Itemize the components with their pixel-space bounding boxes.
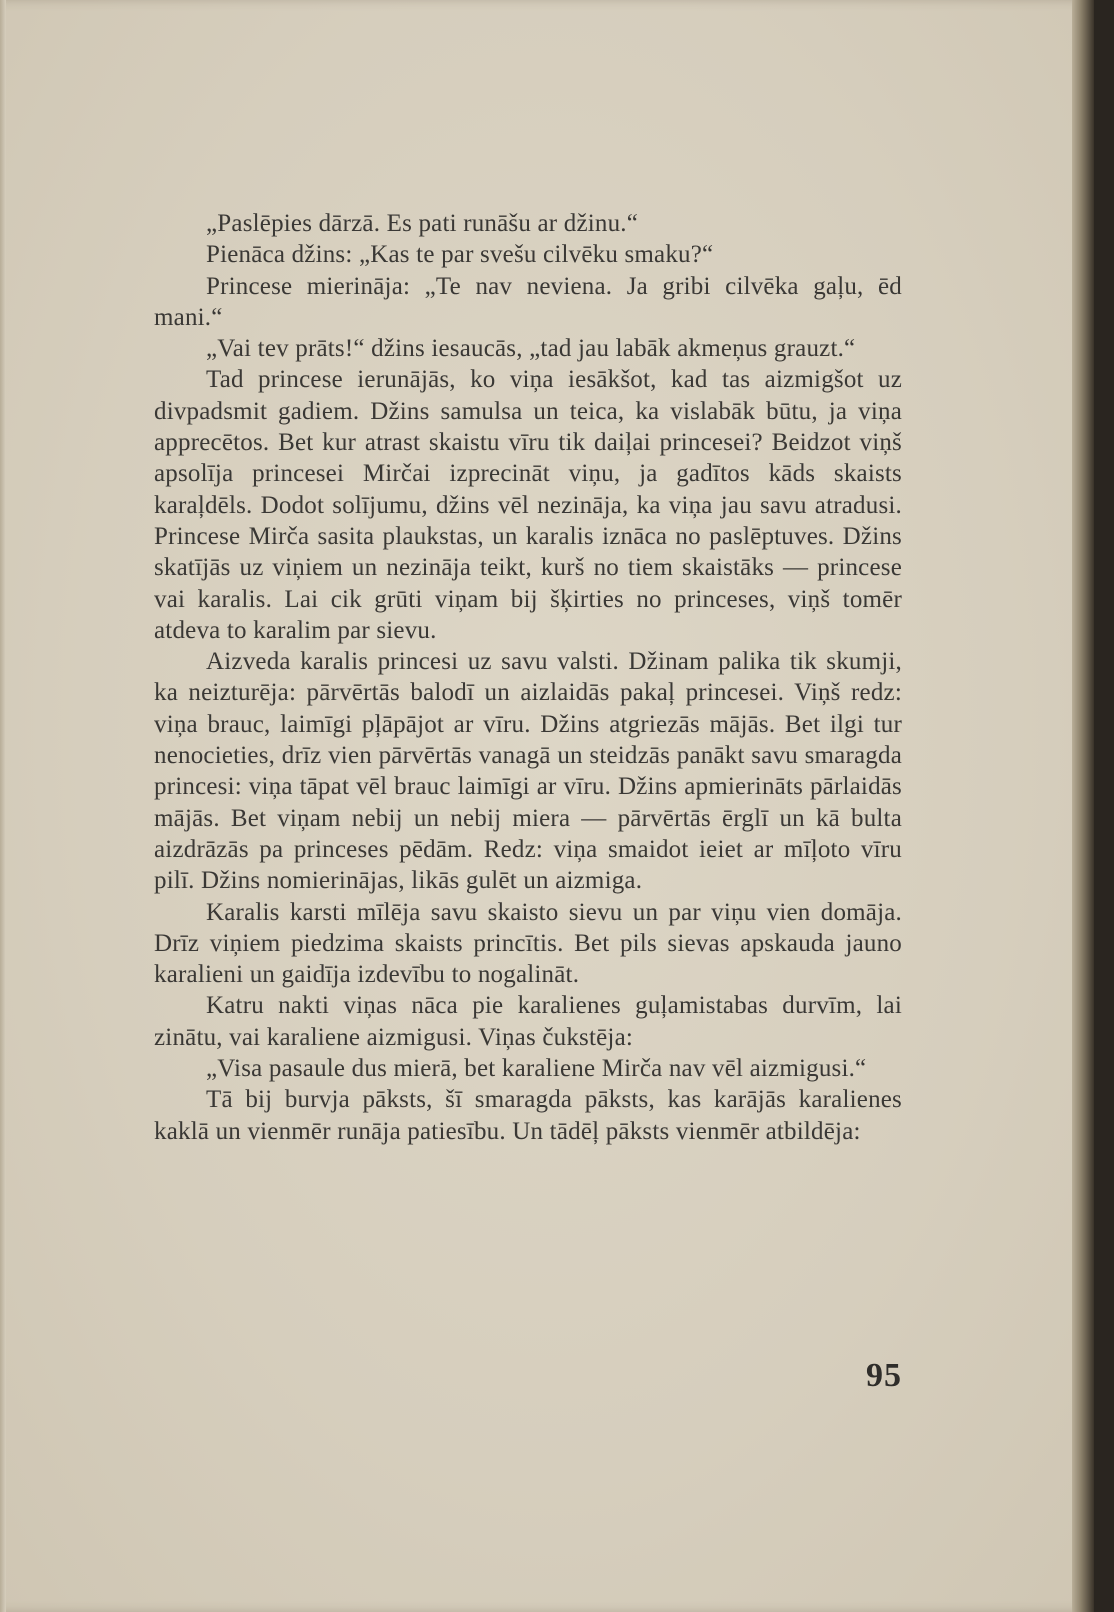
paragraph: Tā bij burvja pāksts, šī smaragda pāksts, kas karājās karalienes kaklā un vienmēr runāja patiesību. Un tādēļ pāksts vienmēr atbildēja: (154, 1086, 902, 1145)
paragraph: „Vai tev prāts!“ džins iesaucās, „tad jau labāk akmeņus grauzt.“ (206, 335, 856, 363)
paragraph: Katru nakti viņas nāca pie karalienes guļamistabas durvīm, lai zinātu, vai karaliene aizmigusi. Viņas čukstēja: (154, 992, 902, 1051)
paragraph: Pienāca džins: „Kas te par svešu cilvēku smaku?“ (206, 241, 714, 269)
page-text (154, 208, 902, 1147)
paragraph: Princese mierināja: „Te nav neviena. Ja gribi cilvēka gaļu, ēd mani.“ (154, 272, 902, 331)
paragraph: „Paslēpies dārzā. Es pati runāšu ar džinu.“ (206, 210, 639, 237)
paragraph: Tad princese ierunājās, ko viņa iesākšot, kad tas aizmigšot uz divpadsmit gadiem. Džins samulsa un teica, ka vislabāk būtu, ja viņa apprecētos. Bet kur atrast skaistu vīru tik daiļai princesei? Beidzot viņš apsolīja princesei Mirčai izprecināt viņu, ja gadītos kāds skaists karaļdēls. Dodot solījumu, džins vēl nezināja, ka viņa jau savu atradusi. Princese Mirča sasita plaukstas, un karalis iznāca no paslēptuves. Džins skatījās uz viņiem un nezināja teikt, kurš no tiem skaistāks — princese vai karalis. Lai cik grūti viņam bij šķirties no princeses, viņš tomēr atdeva to karalim par sievu. (154, 366, 902, 644)
paragraph: Karalis karsti mīlēja savu skaisto sievu un par viņu vien domāja. Drīz viņiem piedzima skaists princītis. Bet pils sievas apskauda jauno karalieni un gaidīja izdevību to nogalināt. (154, 898, 902, 989)
paragraph: Aizveda karalis princesi uz savu valsti. Džinam palika tik skumji, ka neizturēja: pārvērtās balodī un aizlaidās pakaļ princesei. Viņš redz: viņa brauc, laimīgi pļāpājot ar vīru. Džins atgriezās mājās. Bet ilgi tur nenocieties, drīz vien pārvērtās vanagā un steidzās panākt savu smaragda princesi: viņa tāpat vēl brauc laimīgi ar vīru. Džins apmierināts pārlaidās mājās. Bet viņam nebij un nebij miera — pārvērtās ērglī un kā bulta aizdrāzās pa princeses pēdām. Redz: viņa smaidot ieiet ar mīļoto vīru pilī. Džins nomierinājas, likās gulēt un aizmiga. (154, 648, 902, 895)
paragraph: „Visa pasaule dus mierā, bet karaliene Mirča nav vēl aizmigusi.“ (206, 1055, 867, 1083)
page-number: 95 (866, 1357, 902, 1394)
book-spine-shadow (1072, 0, 1094, 1612)
page-left-edge (0, 0, 6, 1612)
